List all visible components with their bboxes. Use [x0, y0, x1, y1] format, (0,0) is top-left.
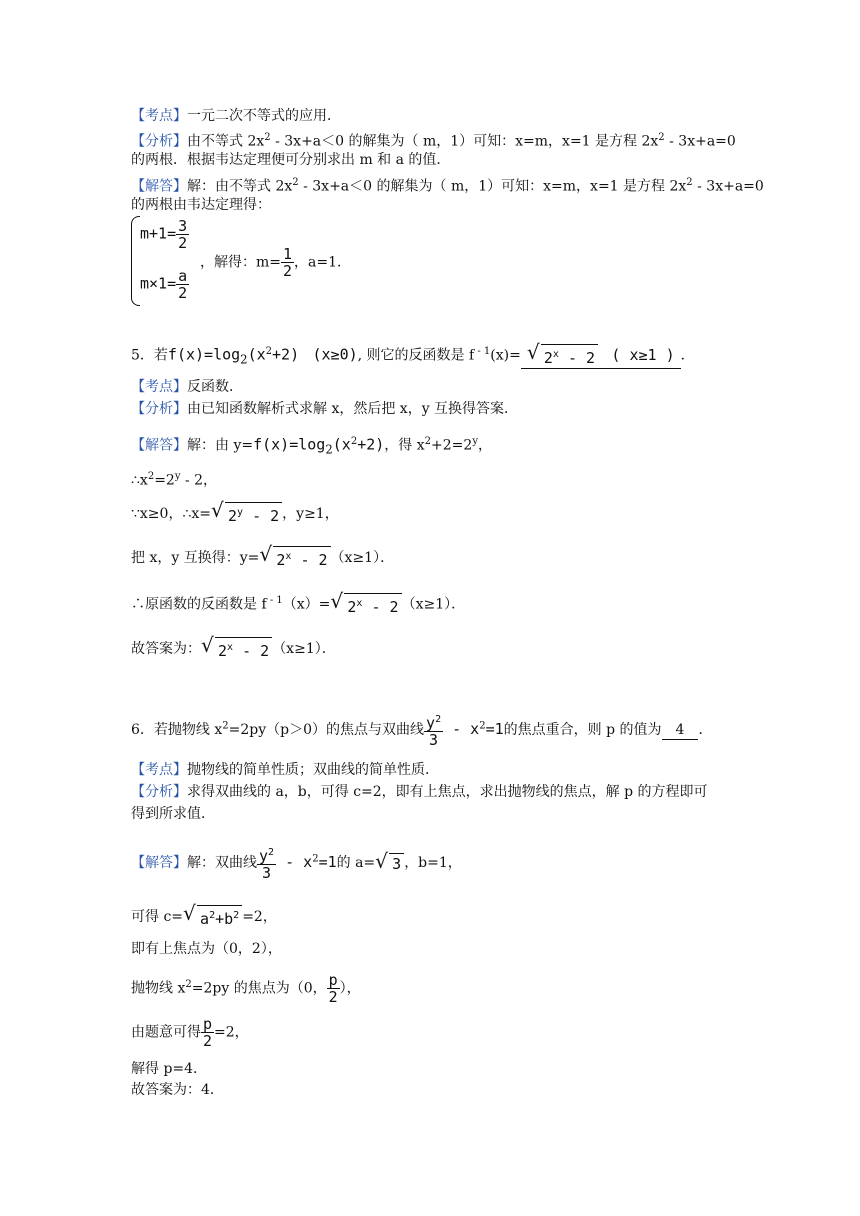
fraction: [281, 246, 294, 279]
q5-jieda-2: [131, 467, 217, 491]
q6-jieda-7: 故答案为：4．: [131, 1082, 224, 1098]
prev-kaodian-line: [131, 106, 341, 126]
jieda-text: ，: [477, 437, 492, 454]
q6-fenxi-2: 得到所求值．: [131, 806, 215, 822]
superscript: 2: [350, 436, 358, 447]
superscript: 2: [292, 177, 299, 188]
jieda-text: 解：由不等式 2x: [187, 178, 293, 195]
q6-jieda-6: 解得 p=4．: [131, 1061, 208, 1077]
q5-text: , 则它的反函数是 f: [357, 347, 475, 364]
jieda-text: =2，: [242, 909, 277, 925]
sqrt: [259, 546, 330, 570]
eq-left: m+1=: [140, 224, 177, 243]
denominator: 3: [429, 731, 439, 749]
radicand: - 2: [233, 642, 270, 660]
jieda-text: 可得 c=: [131, 909, 184, 925]
q6-stem: [131, 712, 712, 748]
fraction: [327, 972, 340, 1005]
q6-jieda-5: [131, 1016, 249, 1049]
superscript: 2: [312, 853, 319, 865]
q5-text: ．: [680, 347, 695, 364]
denominator: 2: [203, 1032, 213, 1050]
eq-left: m×1=: [140, 274, 177, 293]
fenxi-text: - 3x+a=0: [664, 133, 736, 150]
numerator: y: [259, 847, 269, 865]
q5-jieda-1: [131, 432, 492, 459]
q6-jieda-3: 即有上焦点为（0，2），: [131, 941, 282, 957]
superscript: 2: [268, 847, 275, 858]
kaodian-tag: 【考点】: [131, 762, 187, 778]
q6-answer-blank: 4: [662, 721, 699, 740]
hyperbola: =1: [485, 720, 504, 738]
q5-text: (x)=: [490, 347, 521, 364]
superscript: x: [552, 348, 559, 360]
jieda-text: =2，: [214, 1024, 249, 1041]
fenxi-tag: 【分析】: [131, 401, 187, 417]
result-text: ，a=1．: [294, 254, 352, 271]
q5-jieda-3: [131, 502, 339, 526]
q5-function: f(x)=log: [167, 345, 241, 364]
radicand: a: [200, 910, 210, 928]
hyperbola: - x: [443, 720, 480, 738]
prev-fenxi-line2: 的两根．根据韦达定理便可分别求出 m 和 a 的值．: [131, 152, 451, 168]
sqrt: [183, 905, 242, 929]
fenxi-text: 由已知函数解析式求解 x，然后把 x，y 互换得答案．: [187, 401, 519, 417]
q5-kaodian: [131, 377, 243, 397]
system-eq-1: [140, 218, 189, 251]
subscript: 2: [325, 442, 333, 457]
jieda-text: 的 a=: [336, 855, 376, 871]
numerator: y: [426, 714, 436, 732]
superscript: y: [237, 507, 244, 518]
radicand: +b: [215, 910, 234, 928]
kaodian-tag: 【考点】: [131, 379, 187, 395]
radicand: - 2: [243, 507, 280, 525]
q5-jieda-4: [131, 546, 394, 570]
superscript: 2: [686, 177, 693, 188]
prev-fenxi-line: [131, 128, 736, 152]
radicand: - 2: [558, 348, 596, 367]
q5-fenxi: [131, 399, 518, 419]
jieda-tag: 【解答】: [131, 437, 187, 454]
q5-jieda-6: [131, 637, 336, 661]
numerator: 1: [283, 245, 293, 263]
jieda-text: 由题意可得: [131, 1024, 201, 1041]
jieda-tag: 【解答】: [131, 178, 187, 195]
superscript: 2: [424, 436, 432, 447]
jieda-text: ∴原函数的反函数是 f: [131, 596, 267, 613]
jieda-text: （x≥1）．: [330, 550, 395, 566]
q6-jieda-4: [131, 972, 361, 1005]
fenxi-text: - 3x+a＜0 的解集为（ m，1）可知：x=m，x=1 是方程 2x: [270, 133, 659, 150]
q6-jieda-1: [131, 845, 462, 881]
sqrt: [375, 853, 404, 874]
result-text: ，解得：m=: [200, 254, 282, 271]
q6-kaodian: [131, 760, 439, 780]
superscript: x: [227, 642, 234, 653]
q5-answer-blank: [521, 344, 681, 369]
fraction: [176, 218, 189, 251]
superscript: y: [174, 471, 181, 482]
system-result: [200, 246, 351, 279]
fraction: [176, 268, 189, 301]
hyperbola: =1: [318, 853, 337, 871]
q6-text: 的焦点重合，则 p 的值为: [503, 722, 662, 738]
fenxi-tag: 【分析】: [131, 784, 187, 800]
superscript: 2: [147, 471, 155, 482]
jieda-text: 把 x，y 互换得：y=: [131, 550, 260, 566]
function: +2): [357, 435, 385, 454]
jieda-text: - 3x+a=0: [692, 178, 764, 195]
q6-number: 6．若抛物线 x: [131, 722, 223, 738]
kaodian-text: 一元二次不等式的应用．: [187, 108, 341, 124]
denominator: 2: [283, 262, 293, 280]
q6-text: =2py（p＞0）的焦点与双曲线: [228, 722, 425, 738]
denominator: 2: [328, 988, 338, 1006]
fenxi-text: 求得双曲线的 a，b，可得 c=2，即有上焦点，求出抛物线的焦点，解 p 的方程即可: [187, 784, 708, 800]
q5-function: (x: [247, 345, 266, 364]
equation-brace: [131, 216, 140, 306]
fenxi-tag: 【分析】: [131, 133, 187, 150]
radicand: 2: [276, 551, 286, 569]
superscript: x: [356, 597, 363, 609]
jieda-text: ，y≥1，: [282, 506, 339, 522]
q6-fenxi: [131, 782, 708, 802]
superscript: 2: [209, 910, 216, 921]
jieda-text: ，b=1，: [404, 855, 462, 871]
function: (x: [332, 435, 351, 454]
jieda-text: ∵x≥0，∴x=: [131, 506, 211, 522]
radicand: 2: [543, 348, 553, 367]
jieda-text: 抛物线 x: [131, 980, 186, 997]
radicand: 2: [218, 642, 228, 660]
superscript: - 1: [474, 346, 491, 357]
denominator: 3: [262, 864, 272, 882]
q6-text: ．: [698, 722, 713, 738]
superscript: 2: [265, 346, 273, 357]
numerator: p: [328, 971, 338, 989]
radicand: 2: [227, 507, 238, 525]
jieda-text: ∴x: [131, 472, 148, 489]
superscript: 2: [479, 720, 486, 732]
superscript: 2: [233, 910, 240, 921]
prev-jieda-line: [131, 173, 764, 197]
superscript: 2: [185, 978, 192, 990]
denominator: 2: [178, 234, 188, 252]
kaodian-text: 反函数．: [187, 379, 243, 395]
fraction: [257, 845, 276, 881]
superscript: 2: [435, 714, 442, 725]
jieda-text: - 3x+a＜0 的解集为（ m，1）可知：x=m，x=1 是方程 2x: [298, 178, 687, 195]
sqrt: [211, 502, 282, 526]
jieda-text: （x≥1）．: [272, 641, 336, 657]
q5-number: 5．若: [131, 347, 168, 364]
q5-condition: (x≥0): [312, 345, 358, 364]
numerator: a: [178, 267, 188, 285]
jieda-text: （x≥1）．: [401, 596, 466, 613]
prev-jieda-line2: 的两根由韦达定理得：: [131, 197, 271, 213]
jieda-text: 解：双曲线: [187, 855, 257, 871]
jieda-text: =2py 的焦点为（0，: [191, 980, 327, 997]
superscript: y: [472, 436, 478, 447]
sqrt: [527, 344, 598, 368]
hyperbola: - x: [276, 853, 313, 871]
sqrt: [330, 593, 401, 617]
jieda-text: （x）=: [282, 596, 331, 613]
jieda-text: 故答案为：: [131, 641, 201, 657]
superscript: 2: [222, 720, 229, 732]
fraction: [424, 712, 443, 748]
q5-stem: [131, 342, 695, 369]
radicand: 2: [347, 597, 357, 616]
numerator: 3: [178, 217, 188, 235]
jieda-text: 解：由 y=: [187, 437, 254, 454]
jieda-text: ），: [339, 980, 361, 997]
numerator: p: [203, 1015, 213, 1033]
denominator: 2: [178, 284, 188, 302]
jieda-text: ，得 x: [384, 437, 425, 454]
superscript: 2: [658, 132, 665, 143]
function: f(x)=log: [253, 435, 326, 454]
fenxi-text: 由不等式 2x: [187, 133, 265, 150]
subscript: 2: [240, 352, 248, 367]
radicand: 3: [389, 853, 404, 874]
superscript: 2: [264, 132, 271, 143]
sqrt: [201, 637, 272, 661]
jieda-text: =2: [154, 472, 175, 489]
answer-condition: ( x≥1 ): [611, 345, 675, 364]
superscript: - 1: [266, 595, 283, 606]
radicand: - 2: [291, 551, 328, 569]
q5-jieda-5: [131, 591, 465, 617]
kaodian-tag: 【考点】: [131, 108, 187, 124]
superscript: x: [285, 551, 292, 562]
kaodian-text: 抛物线的简单性质；双曲线的简单性质．: [187, 762, 439, 778]
jieda-tag: 【解答】: [131, 855, 187, 871]
q5-function: +2): [272, 345, 300, 364]
jieda-text: +2=2: [431, 437, 473, 454]
radicand: - 2: [362, 597, 399, 616]
system-eq-2: [140, 268, 189, 301]
fraction: [201, 1016, 214, 1049]
q6-jieda-2: [131, 905, 277, 929]
jieda-text: - 2，: [180, 472, 218, 489]
